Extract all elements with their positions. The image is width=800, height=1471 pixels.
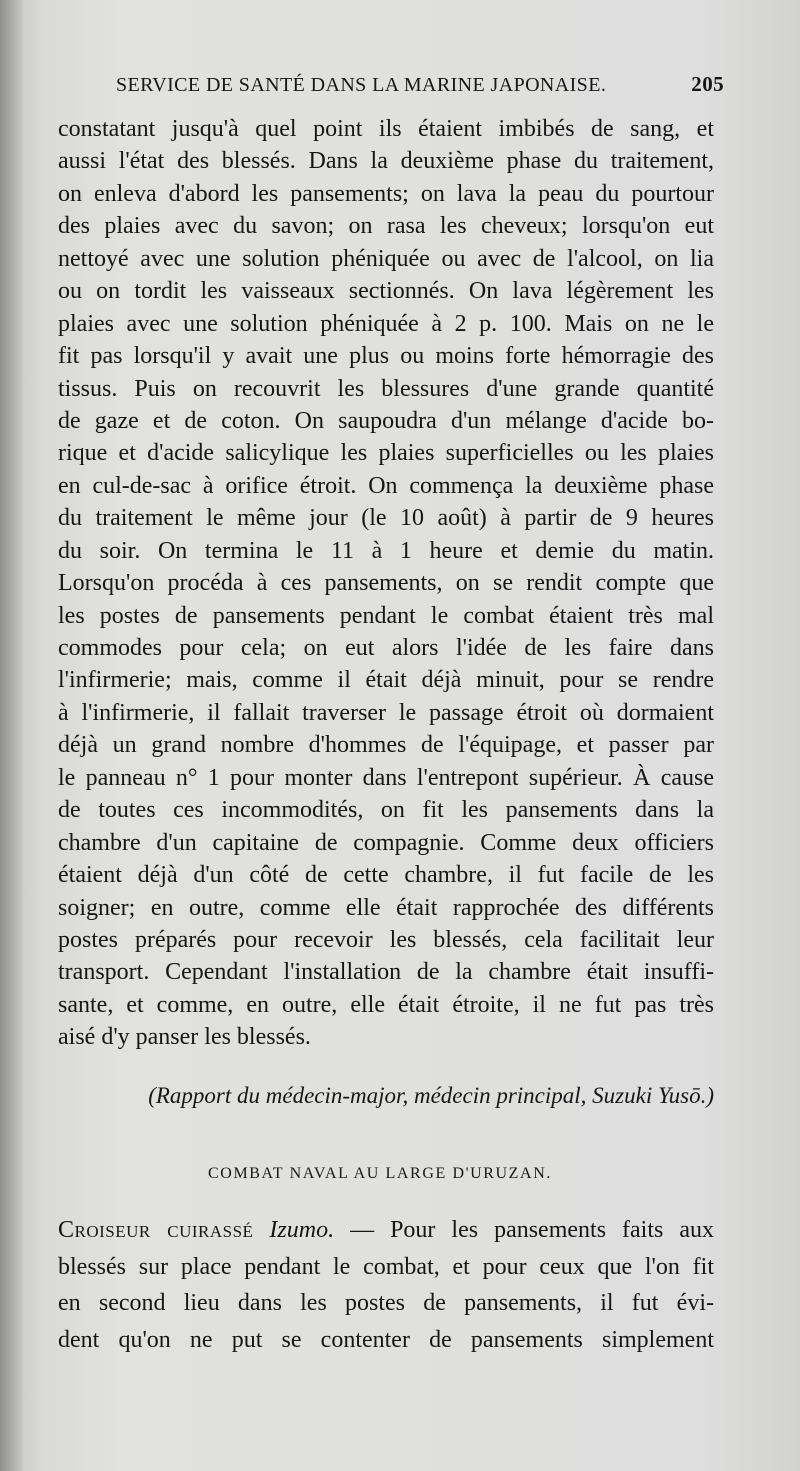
ship-name: Izumo. <box>269 1217 335 1243</box>
text-line: ou on tordit les vaisseaux sectionnés. On lava légèrement les <box>58 278 714 305</box>
text-line: en cul-de-sac à orifice étroit. On commença la deuxième phase <box>58 472 714 499</box>
text-line: le panneau n° 1 pour monter dans l'entrepont supérieur. À cause <box>58 764 714 791</box>
text-line: déjà un grand nombre d'hommes de l'équipage, et passer par <box>58 732 714 759</box>
section-heading: COMBAT NAVAL AU LARGE D'URUZAN. <box>208 1165 552 1182</box>
running-title: SERVICE DE SANTÉ DANS LA MARINE JAPONAISE. <box>116 74 607 96</box>
running-header <box>116 72 724 97</box>
page-number: 205 <box>691 72 724 96</box>
text-line: du traitement le même jour (le 10 août) à partir de 9 heures <box>58 505 714 532</box>
text-line: tissus. Puis on recouvrit les blessures d'une grande quantité <box>58 375 714 402</box>
text-line: en second lieu dans les postes de pansements, il fut évi- <box>58 1290 714 1316</box>
text-line: soigner; en outre, comme elle était rapprochée des différents <box>58 894 714 921</box>
text-line: du soir. On termina le 11 à 1 heure et demie du matin. <box>58 537 714 564</box>
text-line: blessés sur place pendant le combat, et pour ceux que l'on fit <box>58 1253 714 1280</box>
text-line: sante, et comme, en outre, elle était étroite, il ne fut pas très <box>58 991 714 1018</box>
ship-type: Croiseur cuirassé <box>58 1217 254 1243</box>
paragraph-2-lead-rest: — Pour les pansements faits aux <box>334 1217 714 1243</box>
text-line: transport. Cependant l'installation de la chambre était insuffi- <box>58 959 714 986</box>
text-line: on enleva d'abord les pansements; on lava la peau du pourtour <box>58 180 714 207</box>
text-line: aisé d'y panser les blessés. <box>58 1024 311 1051</box>
text-line: des plaies avec du savon; on rasa les cheveux; lorsqu'on eut <box>58 213 714 240</box>
text-line: les postes de pansements pendant le combat étaient très mal <box>58 602 714 629</box>
text-line: étaient déjà d'un côté de cette chambre, il fut facile de les <box>58 862 714 889</box>
text-line: de gaze et de coton. On saupoudra d'un mélange d'acide bo- <box>58 407 714 434</box>
text-line: aussi l'état des blessés. Dans la deuxième phase du traitement, <box>58 148 714 175</box>
text-line: postes préparés pour recevoir les blessés, cela facilitait leur <box>58 926 714 953</box>
text-line: dent qu'on ne put se contenter de pansements simplement <box>58 1326 714 1353</box>
paragraph-2-first-line <box>58 1212 714 1249</box>
text-line: plaies avec une solution phéniquée à 2 p. 100. Mais on ne le <box>58 310 714 337</box>
paragraph-2 <box>58 1212 714 1358</box>
text-line: commodes pour cela; on eut alors l'idée de les faire dans <box>58 635 714 661</box>
text-line: fit pas lorsqu'il y avait une plus ou moins forte hémorragie des <box>58 343 714 370</box>
text-line: chambre d'un capitaine de compagnie. Comme deux officiers <box>58 829 714 856</box>
text-line: constatant jusqu'à quel point ils étaient imbibés de sang, et <box>58 116 714 142</box>
text-line: l'infirmerie; mais, comme il était déjà minuit, pour se rendre <box>58 667 714 694</box>
binding-gutter <box>0 0 22 1471</box>
text-line: de toutes ces incommodités, on fit les pansements dans la <box>58 797 714 824</box>
paragraph-1 <box>58 113 714 1054</box>
text-line: nettoyé avec une solution phéniquée ou avec de l'alcool, on lia <box>58 245 714 272</box>
citation: (Rapport du médecin-major, médecin principal, Suzuki Yusō.) <box>148 1083 714 1108</box>
text-line: Lorsqu'on procéda à ces pansements, on se rendit compte que <box>58 570 714 597</box>
text-line: à l'infirmerie, il fallait traverser le passage étroit où dormaient <box>58 699 714 726</box>
text-line: rique et d'acide salicylique les plaies superficielles ou les plaies <box>58 440 714 467</box>
